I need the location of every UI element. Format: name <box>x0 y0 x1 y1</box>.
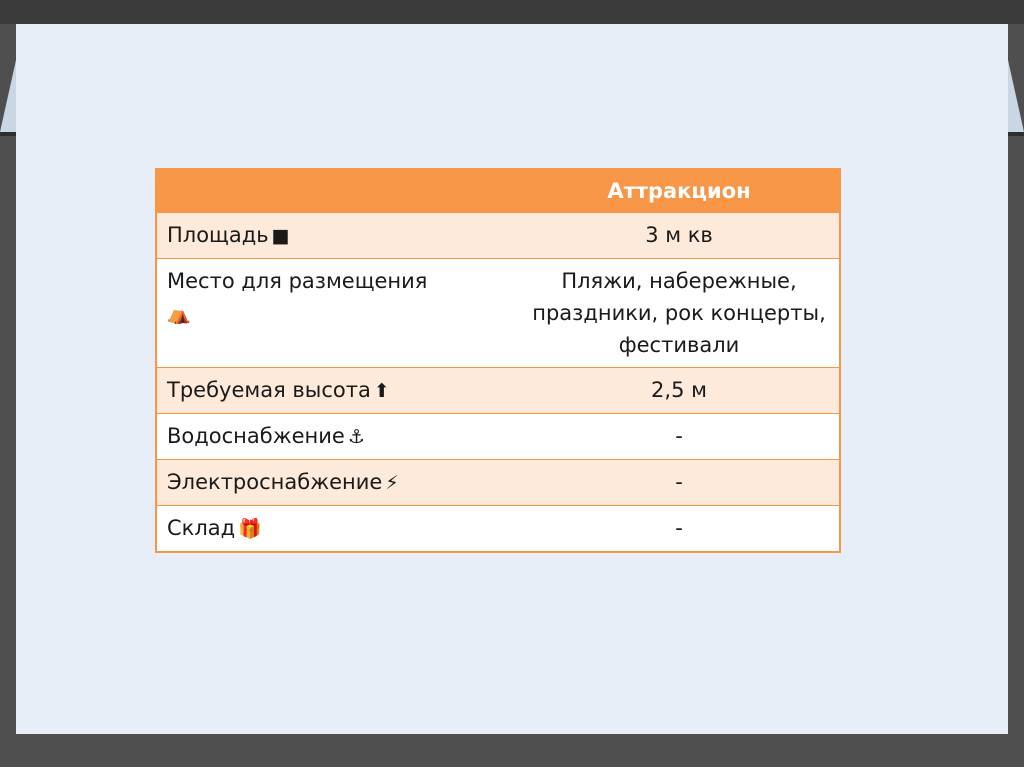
row-label: Требуемая высота <box>167 378 371 402</box>
row-value: - <box>519 414 840 460</box>
header-value-cell: Аттракцион <box>519 169 840 213</box>
row-value: - <box>519 460 840 506</box>
anchor-icon: ⚓ <box>347 426 365 448</box>
row-label: Водоснабжение <box>167 424 345 448</box>
table-row <box>156 414 840 460</box>
header-label-cell <box>156 169 519 213</box>
row-label-cell <box>156 460 519 506</box>
row-label: Склад <box>167 516 236 540</box>
row-value: Пляжи, набережные, праздники, рок концерты, фестивали <box>519 259 840 368</box>
row-value: 3 м кв <box>519 213 840 259</box>
table-row <box>156 506 840 553</box>
gift-icon: 🎁 <box>238 518 262 540</box>
slide-corner-left <box>0 60 16 132</box>
row-label: Электроснабжение <box>167 470 383 494</box>
lightning-icon: ⚡ <box>385 472 399 494</box>
row-label-cell <box>156 506 519 553</box>
table-row <box>156 213 840 259</box>
tree-camp-icon: ⛺ <box>167 303 191 325</box>
table-header-row <box>156 169 840 213</box>
bottom-bar <box>0 734 1024 767</box>
row-value: - <box>519 506 840 553</box>
row-label-cell <box>156 213 519 259</box>
row-label: Площадь <box>167 223 269 247</box>
row-label-cell <box>156 414 519 460</box>
row-value: 2,5 м <box>519 368 840 414</box>
attraction-table <box>155 168 841 553</box>
up-arrow-icon: ⬆ <box>373 380 390 402</box>
slide-side-right <box>1008 132 1024 734</box>
square-icon: ■ <box>271 225 290 247</box>
row-label-cell <box>156 368 519 414</box>
table-row <box>156 368 840 414</box>
slide-corner-right <box>1008 60 1024 132</box>
row-label: Место для размещения <box>167 269 428 293</box>
row-label-cell <box>156 259 519 368</box>
top-bar <box>0 0 1024 24</box>
table-row <box>156 460 840 506</box>
slide-side-left <box>0 132 16 734</box>
table-row <box>156 259 840 368</box>
